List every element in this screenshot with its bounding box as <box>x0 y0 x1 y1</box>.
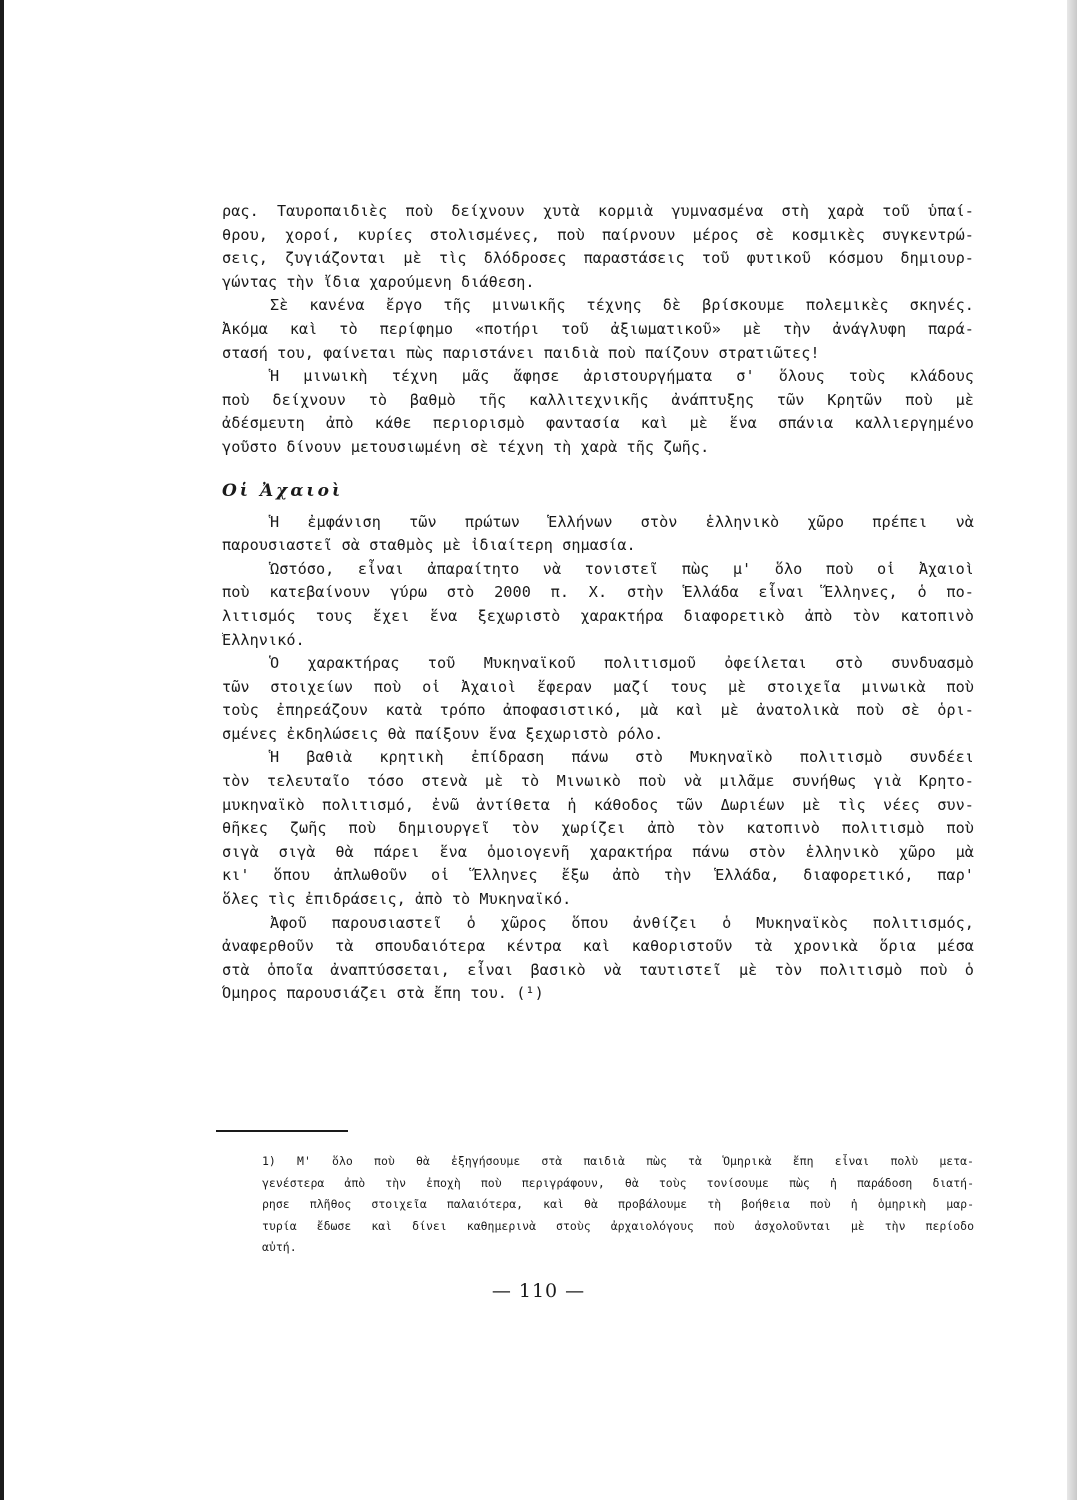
text-line: ρας. Ταυροπαιδιὲς ποὺ δείχνουν χυτὰ κορμιὰ γυμνασμένα στὴ χαρὰ τοῦ ὑπαί- <box>222 202 974 220</box>
footnote-line: ρησε πλῆθος στοιχεῖα παλαιότερα, καὶ θὰ προβάλουμε τὴ βοήθεια ποὺ ἡ ὁμηρικὴ μαρ- <box>262 1197 974 1211</box>
text-line: Ὡστόσο, εἶναι ἀπαραίτητο νὰ τονιστεῖ πὼς μ' ὅλο ποὺ οἱ Ἀχαιοὶ <box>270 559 974 578</box>
text-line: λιτισμός τους ἔχει ἕνα ξεχωριστὸ χαρακτήρα διαφορετικὸ ἀπὸ τὸν κατοπινὸ <box>222 606 974 625</box>
text-line: Σὲ κανένα ἔργο τῆς μινωικῆς τέχνης δὲ βρίσκουμε πολεμικὲς σκηνές. <box>270 296 974 315</box>
page-number: — 110 — <box>491 1280 586 1302</box>
text-line: Ἀφοῦ παρουσιαστεῖ ὁ χῶρος ὅπου ἀνθίζει ὁ Μυκηναϊκὸς πολιτισμός, <box>270 913 974 932</box>
text-line: ποὺ κατεβαίνουν γύρω στὸ 2000 π. Χ. στὴν Ἑλλάδα εἶναι Ἕλληνες, ὁ πο- <box>222 583 974 602</box>
text-line: θῆκες ζωῆς ποὺ δημιουργεῖ τὸν χωρίζει ἀπὸ τὸν κατοπινὸ πολιτισμὸ ποὺ <box>222 819 974 838</box>
text-line: στὰ ὁποῖα ἀναπτύσσεται, εἶναι βασικὸ νὰ ταυτιστεῖ μὲ τὸν πολιτισμὸ ποὺ ὁ <box>222 960 974 979</box>
text-line: γώντας τὴν ἴδια χαρούμενη διάθεση. <box>222 272 535 291</box>
text-line: σμένες ἐκδηλώσεις θὰ παίξουν ἕνα ξεχωριστὸ ρόλο. <box>222 724 664 743</box>
footnote-line: αὐτή. <box>262 1240 297 1254</box>
section-heading: Οἱ Ἀχαιοὶ <box>222 480 344 501</box>
text-line: Ἀκόμα καὶ τὸ περίφημο «ποτήρι τοῦ ἀξιωματικοῦ» μὲ τὴν ἀνάγλυφη παρά- <box>222 319 974 338</box>
footnote-line: τυρία ἔδωσε καὶ δίνει καθημερινὰ στοὺς ἀρχαιολόγους ποὺ ἀσχολοῦνται μὲ τὴν περίοδο <box>262 1218 974 1233</box>
text-line: ποὺ δείχνουν τὸ βαθμὸ τῆς καλλιτεχνικῆς ἀνάπτυξης τῶν Κρητῶν ποὺ μὲ <box>222 390 974 409</box>
text-line: γοῦστο δίνουν μετουσιωμένη σὲ τέχνη τὴ χαρὰ τῆς ζωῆς. <box>222 437 710 456</box>
text-line: τοὺς ἐπηρεάζουν κατὰ τρόπο ἀποφασιστικό, μὰ καὶ μὲ ἀνατολικὰ ποὺ σὲ ὁρι- <box>222 701 974 720</box>
text-line: Ἡ βαθιὰ κρητικὴ ἐπίδραση πάνω στὸ Μυκηναϊκὸ πολιτισμὸ συνδέει <box>270 748 974 767</box>
text-line: παρουσιαστεῖ σὰ σταθμὸς μὲ ἰδιαίτερη σημασία. <box>222 536 636 555</box>
text-line: Ὅμηρος παρουσιάζει στὰ ἔπη του. (¹) <box>222 984 544 1003</box>
text-line: ὅλες τὶς ἐπιδράσεις, ἀπὸ τὸ Μυκηναϊκό. <box>222 890 572 909</box>
text-line: ἀδέσμευτη ἀπὸ κάθε περιορισμὸ φαντασία καὶ μὲ ἕνα σπάνια καλλιεργημένο <box>222 414 974 433</box>
text-line: σιγὰ σιγὰ θὰ πάρει ἕνα ὁμοιογενῆ χαρακτήρα πάνω στὸν ἑλληνικὸ χῶρο μὰ <box>222 842 974 861</box>
text-line: μυκηναϊκὸ πολιτισμό, ἐνῶ ἀντίθετα ἡ κάθοδος τῶν Δωριέων μὲ τὶς νέες συν- <box>222 795 974 814</box>
text-line: ἀναφερθοῦν τὰ σπουδαιότερα κέντρα καὶ καθοριστοῦν τὰ χρονικὰ ὅρια μέσα <box>222 937 974 956</box>
text-line: Ἑλληνικό. <box>222 630 305 649</box>
footnote <box>262 1151 974 1259</box>
text-line: Ὁ χαρακτήρας τοῦ Μυκηναϊκοῦ πολιτισμοῦ ὀφείλεται στὸ συνδυασμὸ <box>270 654 974 673</box>
footnote-line: 1) Μ' ὅλο ποὺ θὰ ἐξηγήσουμε στὰ παιδιὰ πὼς τὰ Ὁμηρικὰ ἔπη εἶναι πολὺ μετα- <box>262 1154 974 1168</box>
text-line: τῶν στοιχείων ποὺ οἱ Ἀχαιοὶ ἔφεραν μαζί τους μὲ στοιχεῖα μινωικὰ ποὺ <box>222 677 974 696</box>
text-line: θρου, χοροί, κυρίες στολισμένες, ποὺ παίρνουν μέρος σὲ κοσμικὲς συγκεντρώ- <box>222 225 974 244</box>
text-line: Ἡ ἐμφάνιση τῶν πρώτων Ἑλλήνων στὸν ἑλληνικὸ χῶρο πρέπει νὰ <box>270 512 974 531</box>
footnote-line: γενέστερα ἀπὸ τὴν ἐποχὴ ποὺ περιγράφουν, θὰ τοὺς τονίσουμε πὼς ἡ παράδοση διατή- <box>262 1175 974 1190</box>
text-line: τὸν τελευταῖο τόσο στενὰ μὲ τὸ Μινωικὸ ποὺ νὰ μιλᾶμε συνήθως γιὰ Κρητο- <box>222 772 974 791</box>
text-line: σεις, ζυγιάζονται μὲ τὶς δλόδροσες παραστάσεις τοῦ φυτικοῦ κόσμου δημιουρ- <box>222 249 974 268</box>
text-line: κι' ὅπου ἀπλωθοῦν οἱ Ἕλληνες ἔξω ἀπὸ τὴν Ἑλλάδα, διαφορετικό, παρ' <box>222 866 974 885</box>
page-edge-right <box>1067 0 1077 1500</box>
page-edge-left <box>0 0 4 1500</box>
footnote-rule <box>216 1130 348 1132</box>
text-line: Ἡ μινωικὴ τέχνη μᾶς ἄφησε ἀριστουργήματα σ' ὅλους τοὺς κλάδους <box>270 367 974 386</box>
text-line: στασή του, φαίνεται πὼς παριστάνει παιδιὰ ποὺ παίζουν στρατιῶτες! <box>222 343 820 362</box>
main-text <box>222 200 974 1006</box>
